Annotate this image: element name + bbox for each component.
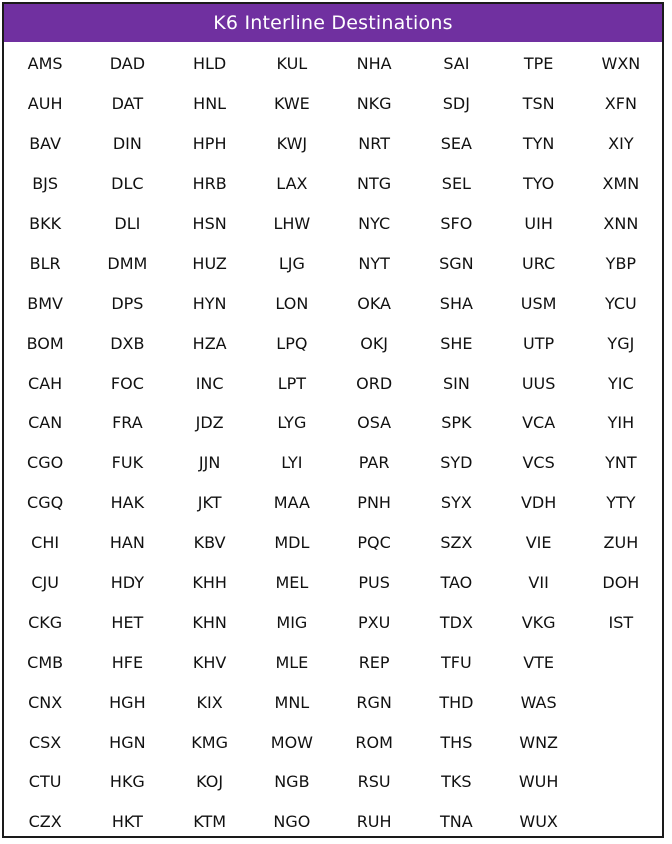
destination-code: SEA: [440, 134, 472, 154]
destination-code: [580, 802, 662, 842]
destination-code: HNL: [193, 94, 227, 114]
destination-code: VDH: [520, 493, 557, 513]
destination-code: XFN: [604, 94, 637, 114]
destination-code: KWJ: [276, 134, 308, 154]
destination-code: MDL: [274, 533, 310, 553]
destination-code: YGJ: [607, 333, 635, 353]
destination-code: RGN: [356, 692, 392, 712]
destination-code: HPH: [192, 134, 227, 154]
destination-code: KHV: [192, 652, 227, 672]
destination-code: SFO: [440, 214, 473, 233]
destination-code: LPT: [277, 373, 307, 393]
table-row: [4, 323, 662, 363]
destination-code: MLE: [275, 652, 309, 672]
destination-code: DLC: [111, 174, 144, 194]
destination-code: LJG: [278, 253, 305, 273]
destination-code: KOJ: [196, 772, 224, 792]
destination-code: HDY: [110, 573, 144, 593]
destination-code: AUH: [27, 94, 63, 114]
destination-code: NRT: [358, 134, 390, 154]
destination-code: PNH: [357, 493, 391, 513]
destination-code: HUZ: [192, 253, 227, 273]
destination-code: CNX: [28, 692, 63, 712]
destination-code: JDZ: [195, 413, 224, 433]
destination-code: HET: [111, 612, 144, 632]
destination-code: PXU: [357, 612, 391, 632]
destination-code: DIN: [112, 134, 142, 154]
table-row: [4, 682, 662, 722]
destination-code: KHH: [192, 573, 227, 593]
destination-code: YCU: [604, 293, 637, 313]
destination-code: SEL: [441, 174, 471, 194]
destination-code: TKS: [441, 772, 472, 792]
destination-code: INC: [195, 373, 224, 393]
destination-code: [580, 722, 662, 762]
table-row: [4, 802, 662, 842]
destination-code: CKG: [28, 612, 63, 632]
destination-code: DAT: [111, 94, 144, 114]
destination-code: URC: [522, 253, 556, 273]
destination-code: RSU: [357, 772, 391, 792]
destination-code: NYC: [358, 214, 391, 233]
destination-code: VCS: [522, 453, 555, 473]
destination-code: THS: [440, 732, 473, 752]
table-row: [4, 363, 662, 403]
destination-code: KMG: [191, 732, 228, 752]
destination-code: TNA: [440, 812, 473, 832]
destination-code: HYN: [192, 293, 227, 313]
destinations-panel: [2, 2, 664, 838]
destination-code: CGO: [27, 453, 64, 473]
destination-code: MNL: [274, 692, 310, 712]
destination-code: SAI: [443, 54, 470, 74]
destination-code: HKT: [111, 812, 143, 832]
destination-code: MOW: [270, 732, 313, 752]
destination-code: UTP: [523, 333, 555, 353]
destination-code: FUK: [111, 453, 144, 473]
destination-code: TPE: [523, 54, 554, 74]
table-row: [4, 84, 662, 124]
table-row: [4, 283, 662, 323]
destination-code: TYO: [522, 174, 555, 194]
destination-code: ORD: [356, 373, 393, 393]
destination-table-body: [4, 44, 662, 842]
destination-code: BMV: [27, 293, 63, 313]
destination-code: HSN: [192, 214, 227, 233]
destination-code: OSA: [357, 413, 392, 433]
destination-code: BAV: [29, 134, 62, 154]
destination-code: NGB: [274, 772, 310, 792]
destination-code: TFU: [441, 652, 472, 672]
destination-code: SHA: [439, 293, 473, 313]
destination-code: OKA: [357, 293, 391, 313]
destination-code: HLD: [192, 54, 227, 74]
destination-code: VCA: [522, 413, 556, 433]
destination-code: SGN: [439, 253, 474, 273]
destination-code: KUL: [276, 54, 308, 74]
table-row: [4, 563, 662, 603]
destination-code: XMN: [602, 174, 640, 194]
destination-code: KIX: [196, 692, 223, 712]
destination-code: USM: [520, 293, 557, 313]
destination-code: YIC: [608, 373, 634, 393]
page-title: K6 Interline Destinations: [4, 4, 662, 42]
destination-code: RUH: [356, 812, 392, 832]
destination-code: XNN: [603, 214, 639, 233]
destination-code: UIH: [524, 214, 553, 233]
destination-code: VKG: [521, 612, 556, 632]
destination-code: DAD: [109, 54, 146, 74]
destination-code: JKT: [197, 493, 222, 513]
destination-code: TAO: [440, 573, 473, 593]
destination-code: WUH: [518, 772, 559, 792]
destination-code: [580, 642, 662, 682]
destination-code: SHE: [440, 333, 473, 353]
destination-code: NTG: [357, 174, 392, 194]
destination-code: LYI: [281, 453, 303, 473]
destination-code: KBV: [193, 533, 226, 553]
destination-code: YNT: [605, 453, 637, 473]
destination-code: TDX: [439, 612, 473, 632]
destination-code: CGQ: [27, 493, 64, 513]
table-row: [4, 243, 662, 283]
table-row: [4, 483, 662, 523]
destination-code: SPK: [441, 413, 472, 433]
table-row: [4, 124, 662, 164]
destination-code: TSN: [522, 94, 555, 114]
destination-code: CTU: [28, 772, 62, 792]
destination-code: DOH: [602, 573, 640, 593]
destination-code: BKK: [29, 214, 62, 233]
destination-code: BOM: [26, 333, 64, 353]
destination-table: [4, 44, 662, 842]
destination-code: HZA: [192, 333, 227, 353]
destination-code: WUX: [519, 812, 558, 832]
destination-code: AMS: [27, 54, 63, 74]
destination-code: DXB: [110, 333, 145, 353]
table-row: [4, 602, 662, 642]
destination-code: LYG: [277, 413, 307, 433]
table-row: [4, 523, 662, 563]
destination-code: SIN: [442, 373, 470, 393]
table-row: [4, 443, 662, 483]
destination-code: MIG: [276, 612, 308, 632]
destination-code: IST: [608, 612, 634, 632]
table-row: [4, 164, 662, 204]
destination-code: NYT: [358, 253, 390, 273]
destination-code: SDJ: [442, 94, 470, 114]
destination-code: REP: [358, 652, 390, 672]
destination-code: [580, 682, 662, 722]
destination-code: CZX: [28, 812, 62, 832]
destination-code: OKJ: [360, 333, 389, 353]
table-row: [4, 403, 662, 443]
destination-code: NHA: [356, 54, 392, 74]
destination-code: PUS: [358, 573, 390, 593]
destination-code: HFE: [111, 652, 144, 672]
destination-code: BJS: [32, 174, 59, 194]
destination-code: UUS: [521, 373, 556, 393]
destination-code: HGN: [109, 732, 146, 752]
destination-code: YTY: [606, 493, 636, 513]
destination-code: LPQ: [276, 333, 308, 353]
table-row: [4, 722, 662, 762]
destination-code: VTE: [523, 652, 555, 672]
table-row: [4, 204, 662, 244]
destination-code: YBP: [605, 253, 637, 273]
destination-code: NGO: [273, 812, 311, 832]
destination-code: HAK: [110, 493, 145, 513]
destination-code: LON: [275, 293, 309, 313]
destination-code: WAS: [520, 692, 557, 712]
destination-code: KWE: [273, 94, 310, 114]
destination-code: CMB: [27, 652, 64, 672]
table-row: [4, 762, 662, 802]
destination-code: YIH: [607, 413, 635, 433]
destination-code: LAX: [276, 174, 308, 194]
destination-code: PQC: [357, 533, 391, 553]
destination-code: VII: [528, 573, 549, 593]
destination-code: BLR: [29, 253, 61, 273]
destination-code: WNZ: [519, 732, 558, 752]
destination-code: LHW: [273, 214, 311, 233]
destination-code: [580, 762, 662, 802]
destination-code: DLI: [114, 214, 141, 233]
destination-code: MAA: [273, 493, 310, 513]
destination-code: WXN: [601, 54, 641, 74]
destination-code: HAN: [109, 533, 145, 553]
destination-code: SYX: [440, 493, 472, 513]
destination-code: SYD: [440, 453, 473, 473]
destination-code: PAR: [358, 453, 390, 473]
destination-code: DMM: [107, 253, 148, 273]
destination-code: CJU: [31, 573, 59, 593]
table-row: [4, 642, 662, 682]
destination-code: HRB: [192, 174, 227, 194]
destination-code: CHI: [31, 533, 60, 553]
destination-code: FOC: [110, 373, 144, 393]
destination-code: JJN: [198, 453, 221, 473]
destination-code: CAN: [28, 413, 63, 433]
destination-code: XIY: [608, 134, 634, 154]
destination-code: CSX: [28, 732, 62, 752]
destination-code: THD: [439, 692, 474, 712]
destination-code: KTM: [193, 812, 227, 832]
destination-code: ROM: [355, 732, 393, 752]
table-row: [4, 44, 662, 84]
destination-code: NKG: [356, 94, 392, 114]
destination-code: CAH: [28, 373, 63, 393]
destination-code: DPS: [111, 293, 144, 313]
destination-code: SZX: [440, 533, 473, 553]
destination-code: FRA: [112, 413, 143, 433]
destination-code: KHN: [192, 612, 227, 632]
destination-code: HGH: [109, 692, 146, 712]
destination-code: MEL: [275, 573, 309, 593]
destination-code: TYN: [522, 134, 555, 154]
destination-code: ZUH: [603, 533, 639, 553]
destination-code: VIE: [525, 533, 552, 553]
destination-code: HKG: [109, 772, 145, 792]
